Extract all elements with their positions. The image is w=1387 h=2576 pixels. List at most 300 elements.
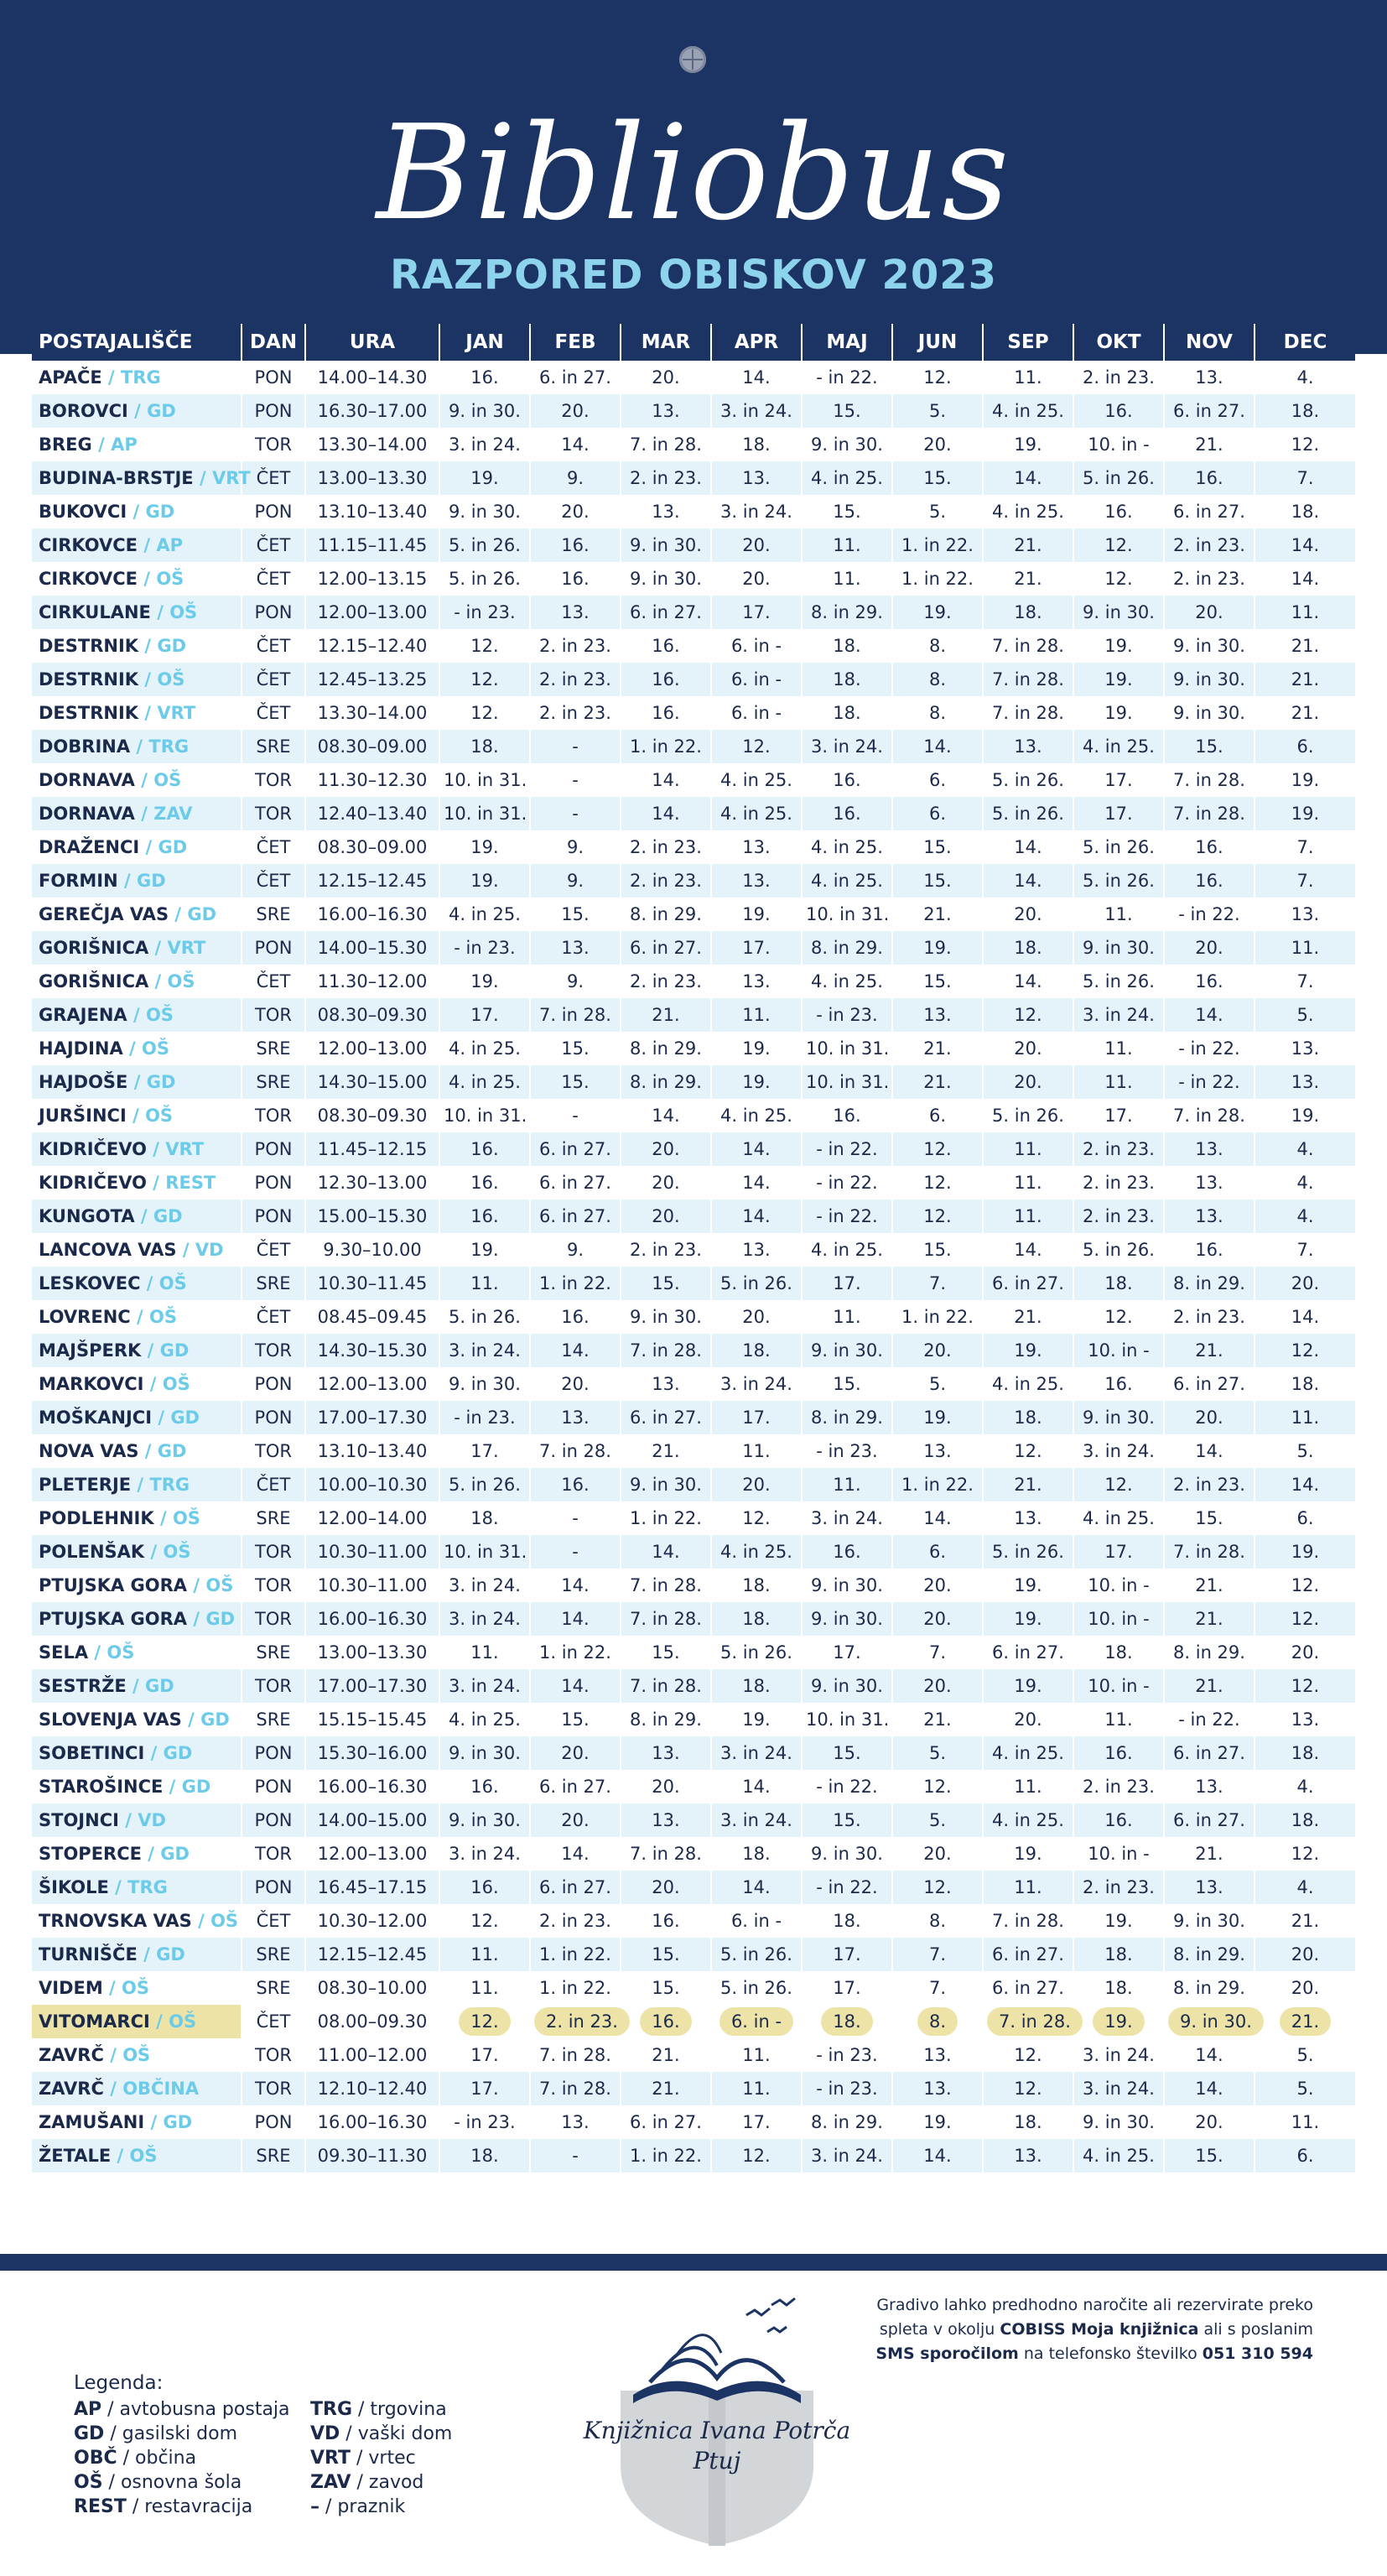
day-cell: TOR — [242, 428, 305, 461]
month-cell — [530, 1803, 621, 1837]
month-value: 2. in 23. — [1173, 535, 1245, 555]
month-value: 13. — [742, 837, 771, 857]
station-type: GD — [158, 837, 188, 857]
month-value: 16. — [652, 1911, 680, 1931]
month-cell — [1073, 1166, 1164, 1200]
month-cell — [802, 1233, 892, 1267]
month-value: 3. in 24. — [811, 1508, 883, 1528]
month-value: 2. in 23. — [539, 1911, 611, 1931]
month-cell — [802, 528, 892, 562]
month-value: 4. — [1296, 1206, 1314, 1226]
station-cell — [32, 1803, 242, 1837]
month-value: 18. — [742, 1609, 771, 1629]
month-cell — [802, 2072, 892, 2105]
month-cell — [621, 1703, 711, 1736]
month-value: 15. — [561, 904, 590, 924]
month-value: 8. — [928, 703, 947, 723]
month-value: 1. in 22. — [539, 1978, 611, 1998]
month-value: 12. — [742, 736, 771, 757]
month-value: 14. — [1195, 1005, 1223, 1025]
month-cell — [983, 1267, 1073, 1300]
month-cell — [711, 1233, 802, 1267]
month-value: 11. — [742, 1005, 771, 1025]
month-value: 6. in 27. — [539, 1877, 611, 1897]
month-cell — [439, 1200, 530, 1233]
month-value: 18. — [1291, 502, 1320, 522]
month-value: 6. in - — [730, 1911, 782, 1931]
month-value: 6. in 27. — [992, 1978, 1064, 1998]
month-cell — [530, 2139, 621, 2173]
station-type: VD — [138, 1810, 166, 1830]
month-value: 2. in 23. — [1083, 367, 1155, 388]
month-cell — [1073, 763, 1164, 797]
month-value: 19. — [1014, 1844, 1042, 1864]
station-type: VD — [195, 1240, 224, 1260]
table-row — [32, 1401, 1355, 1434]
month-cell — [1255, 965, 1355, 998]
month-value: 20. — [923, 1609, 952, 1629]
month-cell — [621, 1032, 711, 1065]
month-value: - — [572, 1106, 579, 1126]
legend-abbr: TRG — [310, 2399, 353, 2420]
month-value: 6. — [928, 770, 947, 790]
month-cell — [892, 696, 983, 730]
month-value: 18. — [1104, 1944, 1133, 1965]
month-value: 9. in 30. — [1168, 2007, 1264, 2036]
month-value: 2. in 23. — [539, 669, 611, 690]
month-cell — [530, 1367, 621, 1401]
month-value: 16. — [1195, 837, 1223, 857]
month-value: 15. — [923, 1240, 952, 1260]
month-cell — [802, 663, 892, 696]
station-name: MAJŠPERK — [39, 1340, 142, 1361]
station-type: GD — [200, 1710, 230, 1730]
month-value: - in 23. — [454, 602, 516, 622]
month-cell — [1164, 428, 1255, 461]
month-value: - in 22. — [816, 1173, 878, 1193]
month-cell — [1073, 1468, 1164, 1501]
month-cell — [530, 1770, 621, 1803]
month-cell — [711, 528, 802, 562]
station-cell — [32, 1703, 242, 1736]
day-cell: TOR — [242, 1334, 305, 1367]
month-cell — [892, 1200, 983, 1233]
table-row — [32, 898, 1355, 931]
table-row — [32, 696, 1355, 730]
station-cell — [32, 1200, 242, 1233]
table-row — [32, 528, 1355, 562]
month-cell — [439, 1300, 530, 1334]
station-type: OŠ — [122, 2045, 151, 2065]
month-cell — [1255, 1132, 1355, 1166]
month-cell — [983, 931, 1073, 965]
month-cell — [1255, 730, 1355, 763]
month-cell — [439, 864, 530, 898]
month-value: 7. in 28. — [539, 1005, 611, 1025]
month-value: 6. in 27. — [539, 1206, 611, 1226]
month-cell — [802, 1032, 892, 1065]
note-text: ali s poslanim — [1198, 2320, 1313, 2339]
month-cell — [621, 1803, 711, 1837]
table-row — [32, 394, 1355, 428]
time-cell: 16.00–16.30 — [305, 898, 439, 931]
day-cell: ČET — [242, 1468, 305, 1501]
column-header: MAJ — [802, 324, 892, 361]
month-cell — [1255, 1200, 1355, 1233]
month-value: 18. — [1014, 938, 1042, 958]
column-header: URA — [305, 324, 439, 361]
month-cell — [530, 1535, 621, 1569]
month-value: 14. — [561, 1340, 590, 1361]
month-cell — [1164, 1669, 1255, 1703]
month-cell — [530, 528, 621, 562]
month-cell — [1164, 1803, 1255, 1837]
month-cell — [621, 1267, 711, 1300]
month-cell — [983, 528, 1073, 562]
month-value: 19. — [470, 971, 499, 991]
day-cell: ČET — [242, 461, 305, 495]
month-value: 6. in 27. — [539, 1139, 611, 1159]
station-type: TRG — [149, 1475, 190, 1495]
month-value: 6. in 27. — [630, 938, 702, 958]
month-cell — [711, 1300, 802, 1334]
month-cell — [983, 2105, 1073, 2139]
month-cell — [1164, 1032, 1255, 1065]
month-cell — [802, 428, 892, 461]
month-value: 14. — [1195, 2045, 1223, 2065]
month-value: 17. — [742, 938, 771, 958]
month-value: 2. in 23. — [539, 703, 611, 723]
month-cell — [621, 1334, 711, 1367]
month-cell — [439, 1569, 530, 1602]
station-type: OŠ — [172, 1508, 200, 1528]
month-cell — [439, 2139, 530, 2173]
month-value: 9. — [566, 971, 584, 991]
station-type: VRT — [167, 938, 206, 958]
month-value: 14. — [742, 367, 771, 388]
month-cell — [439, 1401, 530, 1434]
month-value: 9. in 30. — [811, 1676, 883, 1696]
month-cell — [621, 1569, 711, 1602]
month-cell — [621, 1501, 711, 1535]
month-cell — [1255, 1468, 1355, 1501]
month-value: 12. — [470, 703, 499, 723]
month-cell — [530, 596, 621, 629]
month-cell — [621, 596, 711, 629]
month-value: 9. in 30. — [1083, 602, 1155, 622]
month-cell — [621, 2038, 711, 2072]
time-cell: 14.00–15.30 — [305, 931, 439, 965]
month-cell — [892, 1569, 983, 1602]
month-cell — [1255, 797, 1355, 830]
month-value: 12. — [742, 1508, 771, 1528]
month-value: 16. — [1104, 1743, 1133, 1763]
time-cell: 13.30–14.00 — [305, 696, 439, 730]
month-cell — [802, 461, 892, 495]
month-cell — [711, 629, 802, 663]
time-cell: 9.30–10.00 — [305, 1233, 439, 1267]
month-cell — [1073, 730, 1164, 763]
month-value: 21. — [652, 1441, 680, 1461]
month-value: 14. — [1291, 535, 1320, 555]
month-value: 8. in 29. — [1173, 1273, 1245, 1293]
month-value: 11. — [833, 1307, 861, 1327]
month-cell — [892, 1871, 983, 1904]
month-value: 16. — [561, 1307, 590, 1327]
station-type-sep: / — [176, 1240, 195, 1260]
month-value: 10. in 31. — [444, 770, 527, 790]
month-value: 13. — [923, 2079, 952, 2099]
month-cell — [1073, 864, 1164, 898]
month-value: 12. — [1291, 435, 1320, 455]
station-type: OŠ — [210, 1911, 239, 1931]
month-value: 11. — [1291, 2112, 1320, 2132]
station-type: GD — [181, 1777, 211, 1797]
month-value: 18. — [742, 1340, 771, 1361]
table-row — [32, 1267, 1355, 1300]
month-value: 13. — [561, 602, 590, 622]
month-value: 6. in 27. — [630, 1408, 702, 1428]
table-row — [32, 1065, 1355, 1099]
column-header: DAN — [242, 324, 305, 361]
station-cell — [32, 1300, 242, 1334]
month-cell — [1164, 1736, 1255, 1770]
legend-item — [74, 2446, 290, 2470]
month-value: 15. — [833, 1743, 861, 1763]
month-cell — [621, 1736, 711, 1770]
month-value: 11. — [1014, 367, 1042, 388]
station-cell — [32, 1535, 242, 1569]
month-value: 11. — [833, 569, 861, 589]
month-value: 16. — [470, 1877, 499, 1897]
month-cell — [1255, 1401, 1355, 1434]
month-value: 12. — [1291, 1340, 1320, 1361]
month-cell — [1255, 596, 1355, 629]
month-cell — [892, 428, 983, 461]
month-value: 20. — [1195, 2112, 1223, 2132]
month-cell — [802, 361, 892, 394]
table-row — [32, 965, 1355, 998]
station-type-sep: / — [169, 904, 188, 924]
time-cell: 15.30–16.00 — [305, 1736, 439, 1770]
table-row — [32, 1032, 1355, 1065]
month-cell — [983, 1938, 1073, 1971]
month-cell — [530, 361, 621, 394]
month-cell — [983, 2005, 1073, 2038]
table-row — [32, 1770, 1355, 1803]
station-cell — [32, 1736, 242, 1770]
station-cell — [32, 797, 242, 830]
table-row — [32, 562, 1355, 596]
station-type-sep: / — [153, 1508, 173, 1528]
month-value: - in 22. — [816, 1206, 878, 1226]
month-cell — [802, 495, 892, 528]
month-value: 6. in 27. — [630, 602, 702, 622]
month-value: 21. — [1014, 535, 1042, 555]
month-cell — [892, 2105, 983, 2139]
station-type-sep: / — [88, 1642, 107, 1663]
month-value: 12. — [470, 636, 499, 656]
month-value: 17. — [470, 1441, 499, 1461]
station-cell — [32, 1334, 242, 1367]
month-cell — [1255, 1166, 1355, 1200]
month-value: 2. in 23. — [1083, 1139, 1155, 1159]
month-value: 20. — [561, 1810, 590, 1830]
month-value: 17. — [1104, 770, 1133, 790]
month-value: 15. — [652, 1642, 680, 1663]
month-cell — [439, 495, 530, 528]
month-cell — [983, 864, 1073, 898]
month-cell — [711, 2139, 802, 2173]
month-value: 20. — [923, 1340, 952, 1361]
month-value: 18. — [742, 435, 771, 455]
day-cell: PON — [242, 2105, 305, 2139]
month-value: 5. in 26. — [449, 1307, 521, 1327]
month-value: 14. — [561, 1844, 590, 1864]
table-row — [32, 1703, 1355, 1736]
table-row — [32, 1501, 1355, 1535]
station-name: VITOMARCI — [39, 2011, 150, 2032]
month-cell — [530, 965, 621, 998]
library-name — [553, 2416, 881, 2476]
month-cell — [983, 1434, 1073, 1468]
legend-abbr: REST — [74, 2496, 127, 2517]
month-cell — [711, 461, 802, 495]
month-value: 13. — [923, 1441, 952, 1461]
month-value: - in 23. — [816, 2079, 878, 2099]
month-cell — [530, 1871, 621, 1904]
month-cell — [983, 1803, 1073, 1837]
month-cell — [802, 1636, 892, 1669]
column-header: MAR — [621, 324, 711, 361]
table-row — [32, 1569, 1355, 1602]
table-row — [32, 495, 1355, 528]
month-cell — [1073, 1837, 1164, 1871]
month-cell — [892, 495, 983, 528]
legend-title: Legenda: — [74, 2372, 164, 2394]
month-cell — [983, 1501, 1073, 1535]
month-value: 4. — [1296, 1877, 1314, 1897]
month-value: 19. — [1104, 703, 1133, 723]
month-cell — [621, 2072, 711, 2105]
month-cell — [983, 965, 1073, 998]
station-type-sep: / — [149, 2011, 169, 2032]
month-value: 6. in 27. — [992, 1273, 1064, 1293]
legend-right — [310, 2397, 452, 2519]
month-value: 15. — [833, 1810, 861, 1830]
month-value: 21. — [1014, 1307, 1042, 1327]
month-value: 19. — [1291, 1106, 1320, 1126]
month-cell — [1164, 1367, 1255, 1401]
table-row — [32, 1166, 1355, 1200]
month-cell — [439, 730, 530, 763]
month-value: 1. in 22. — [630, 2146, 702, 2166]
station-cell — [32, 1770, 242, 1803]
month-value: 16. — [470, 1173, 499, 1193]
day-cell: SRE — [242, 1065, 305, 1099]
station-cell — [32, 763, 242, 797]
day-cell: TOR — [242, 2072, 305, 2105]
station-name: SELA — [39, 1642, 89, 1663]
month-cell — [439, 2072, 530, 2105]
day-cell: TOR — [242, 1602, 305, 1636]
table-row — [32, 1535, 1355, 1569]
month-cell — [983, 1132, 1073, 1166]
month-cell — [983, 696, 1073, 730]
table-row — [32, 596, 1355, 629]
station-type: GD — [157, 636, 187, 656]
month-cell — [711, 1971, 802, 2005]
month-value: 5. in 26. — [449, 1475, 521, 1495]
time-cell: 11.30–12.30 — [305, 763, 439, 797]
month-value: 3. in 24. — [449, 1676, 521, 1696]
station-cell — [32, 1468, 242, 1501]
time-cell: 15.00–15.30 — [305, 1200, 439, 1233]
month-value: 17. — [742, 2112, 771, 2132]
month-cell — [439, 1065, 530, 1099]
month-cell — [530, 663, 621, 696]
month-value: 11. — [742, 2045, 771, 2065]
month-value: 20. — [652, 1877, 680, 1897]
legend-item — [310, 2470, 452, 2495]
month-value: 10. in 31. — [444, 1542, 527, 1562]
table-row — [32, 1803, 1355, 1837]
month-value: 14. — [1195, 1441, 1223, 1461]
legend-abbr: VD — [310, 2423, 340, 2444]
month-value: 9. — [566, 871, 584, 891]
month-value: 13. — [652, 401, 680, 421]
month-cell — [892, 1770, 983, 1803]
month-cell — [530, 931, 621, 965]
time-cell: 17.00–17.30 — [305, 1401, 439, 1434]
month-value: 15. — [923, 837, 952, 857]
month-value: 7. in 28. — [630, 1676, 702, 1696]
month-cell — [1255, 763, 1355, 797]
month-value: 11. — [470, 1273, 499, 1293]
month-cell — [711, 1434, 802, 1468]
time-cell: 16.00–16.30 — [305, 1770, 439, 1803]
month-cell — [892, 1703, 983, 1736]
month-value: 2. in 23. — [534, 2007, 630, 2036]
month-cell — [711, 1166, 802, 1200]
month-cell — [802, 1938, 892, 1971]
month-value: 2. in 23. — [630, 971, 702, 991]
month-value: 12. — [923, 1777, 952, 1797]
month-value: 20. — [1014, 1072, 1042, 1092]
month-value: 11. — [833, 535, 861, 555]
month-cell — [802, 1334, 892, 1367]
table-row — [32, 730, 1355, 763]
month-cell — [1073, 596, 1164, 629]
time-cell: 13.10–13.40 — [305, 495, 439, 528]
station-cell — [32, 730, 242, 763]
month-cell — [1073, 797, 1164, 830]
month-cell — [892, 1032, 983, 1065]
month-cell — [802, 1434, 892, 1468]
day-cell: TOR — [242, 998, 305, 1032]
month-cell — [439, 1367, 530, 1401]
month-value: 14. — [652, 770, 680, 790]
month-value: 13. — [1195, 1206, 1223, 1226]
month-value: 12. — [923, 1877, 952, 1897]
month-value: 4. in 25. — [811, 871, 883, 891]
month-value: 19. — [470, 468, 499, 488]
month-value: 19. — [470, 837, 499, 857]
day-cell: PON — [242, 1166, 305, 1200]
month-cell — [1073, 1803, 1164, 1837]
column-header: JUN — [892, 324, 983, 361]
station-name: ZAVRČ — [39, 2079, 104, 2099]
